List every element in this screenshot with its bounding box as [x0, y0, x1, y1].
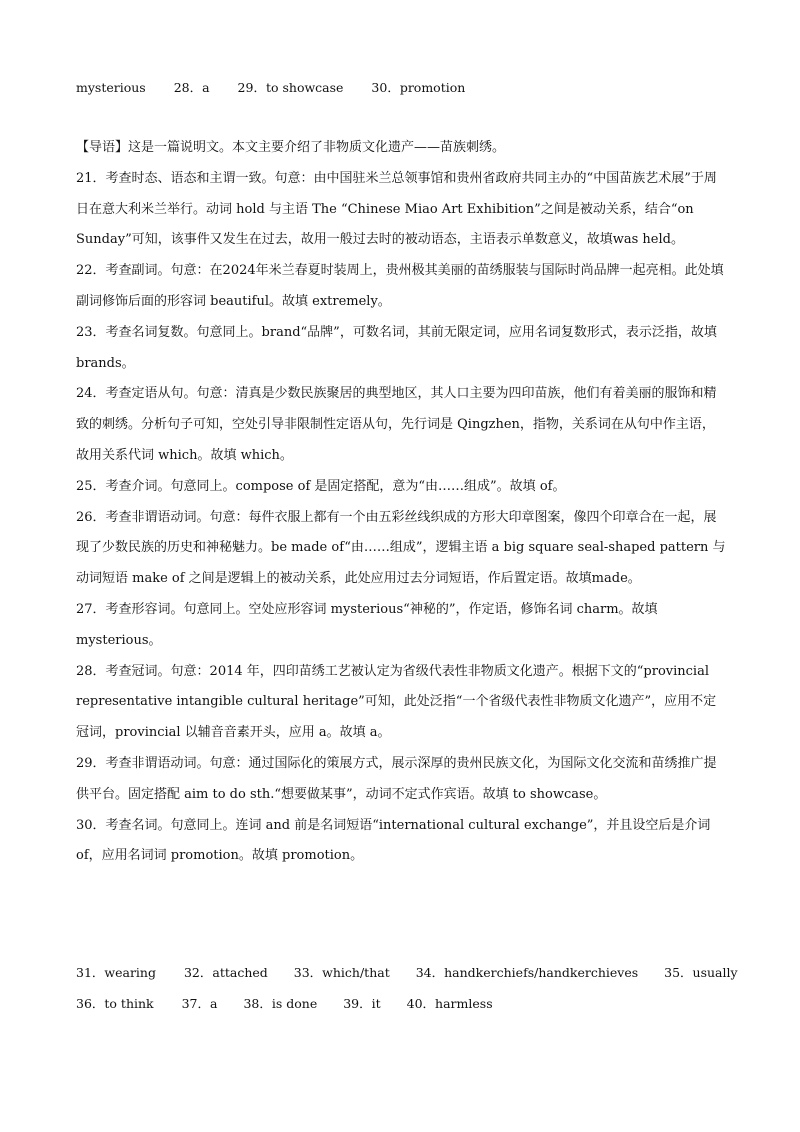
explanation-27: 27．考查形容词。句意同上。空处应形容词 mysterious“神秘的”，作定语，修饰名词 charm。故填 mysterious。: [76, 601, 658, 648]
intro-paragraph: [76, 133, 726, 164]
answer-36: 36．to think: [76, 996, 154, 1011]
answer-33: 33．which/that: [293, 965, 390, 980]
answer-key-row-31-35: [76, 963, 760, 981]
answer-35: 35．usually: [664, 965, 738, 980]
answer-39: 39．it: [343, 996, 381, 1011]
explanation-23: 23．考查名词复数。句意同上。brand“品牌”，可数名词，其前无限定词，应用名词复数形式，表示泛指，故填 brands。: [76, 324, 717, 371]
answer-key-row-top: [76, 78, 489, 96]
answer-29: 29．to showcase: [237, 80, 344, 95]
intro-label: 【导语】: [76, 140, 129, 155]
answer-32: 32．attached: [183, 965, 268, 980]
analysis-section: [76, 133, 726, 872]
answer-key-row-36-40: [76, 994, 515, 1012]
answer-38: 38．is done: [243, 996, 318, 1011]
explanation-24: 24．考查定语从句。句意：清真是少数民族聚居的典型地区，其人口主要为四印苗族，他们有着美丽的服饰和精致的刺绣。分析句子可知，空处引导非限制性定语从句，先行词是 Qingzhen，指物，关系词在从句中作主语，故用关系代词 which。故填 which。: [76, 386, 717, 463]
answer-34: 34．handkerchiefs/handkerchieves: [415, 965, 639, 980]
explanation-30: 30．考查名词。句意同上。连词 and 前是名词短语“international cultural exchange”，并且设空后是介词 of，应用名词词 promotion。故填 promotion。: [76, 817, 711, 864]
answer-27: mysterious: [76, 80, 146, 95]
answer-30: 30．promotion: [371, 80, 466, 95]
answer-31: 31．wearing: [76, 965, 156, 980]
intro-text: 这是一篇说明文。本文主要介绍了非物质文化遗产——苗族刺绣。: [128, 140, 506, 155]
explanation-21: 21．考查时态、语态和主谓一致。句意：由中国驻米兰总领事馆和贵州省政府共同主办的“中国苗族艺术展”于周日在意大利米兰举行。动词 hold 与主语 The “Chinese Miao Art Exhibition”之间是被动关系，结合“on Sunday”可知，该事件又发生在过去，故用一般过去时的被动语态，主语表示单数意义，故填was held。: [76, 170, 717, 248]
explanation-28: 28．考查冠词。句意：2014 年，四印苗绣工艺被认定为省级代表性非物质文化遗产。根据下文的“provincial representative intangible cultural heritage”可知，此处泛指“一个省级代表性非物质文化遗产”，应用不定冠词，provincial 以辅音音素开头，应用 a。故填 a。: [76, 663, 717, 741]
answer-28: 28．a: [173, 80, 210, 95]
explanation-29: 29．考查非谓语动词。句意：通过国际化的策展方式，展示深厚的贵州民族文化，为国际文化交流和苗绣推广提供平台。固定搭配 aim to do sth.“想要做某事”，动词不定式作宾语。故填 to showcase。: [76, 755, 717, 802]
explanation-26: 26．考查非谓语动词。句意：每件衣服上都有一个由五彩丝线织成的方形大印章图案，像四个印章合在一起，展现了少数民族的历史和神秘魅力。be made of“由……组成”，逻辑主语 a big square seal-shaped pattern 与动词短语 make of 之间是逻辑上的被动关系，此处应用过去分词短语，作后置定语。故填made。: [76, 509, 726, 587]
explanation-22: 22．考查副词。句意：在2024年米兰春夏时装周上，贵州极其美丽的苗绣服装与国际时尚品牌一起亮相。此处填副词修饰后面的形容词 beautiful。故填 extremely。: [76, 263, 724, 309]
answer-37: 37．a: [181, 996, 218, 1011]
answer-40: 40．harmless: [406, 996, 493, 1011]
explanation-25: 25．考查介词。句意同上。compose of 是固定搭配，意为“由……组成”。故填 of。: [76, 478, 566, 494]
